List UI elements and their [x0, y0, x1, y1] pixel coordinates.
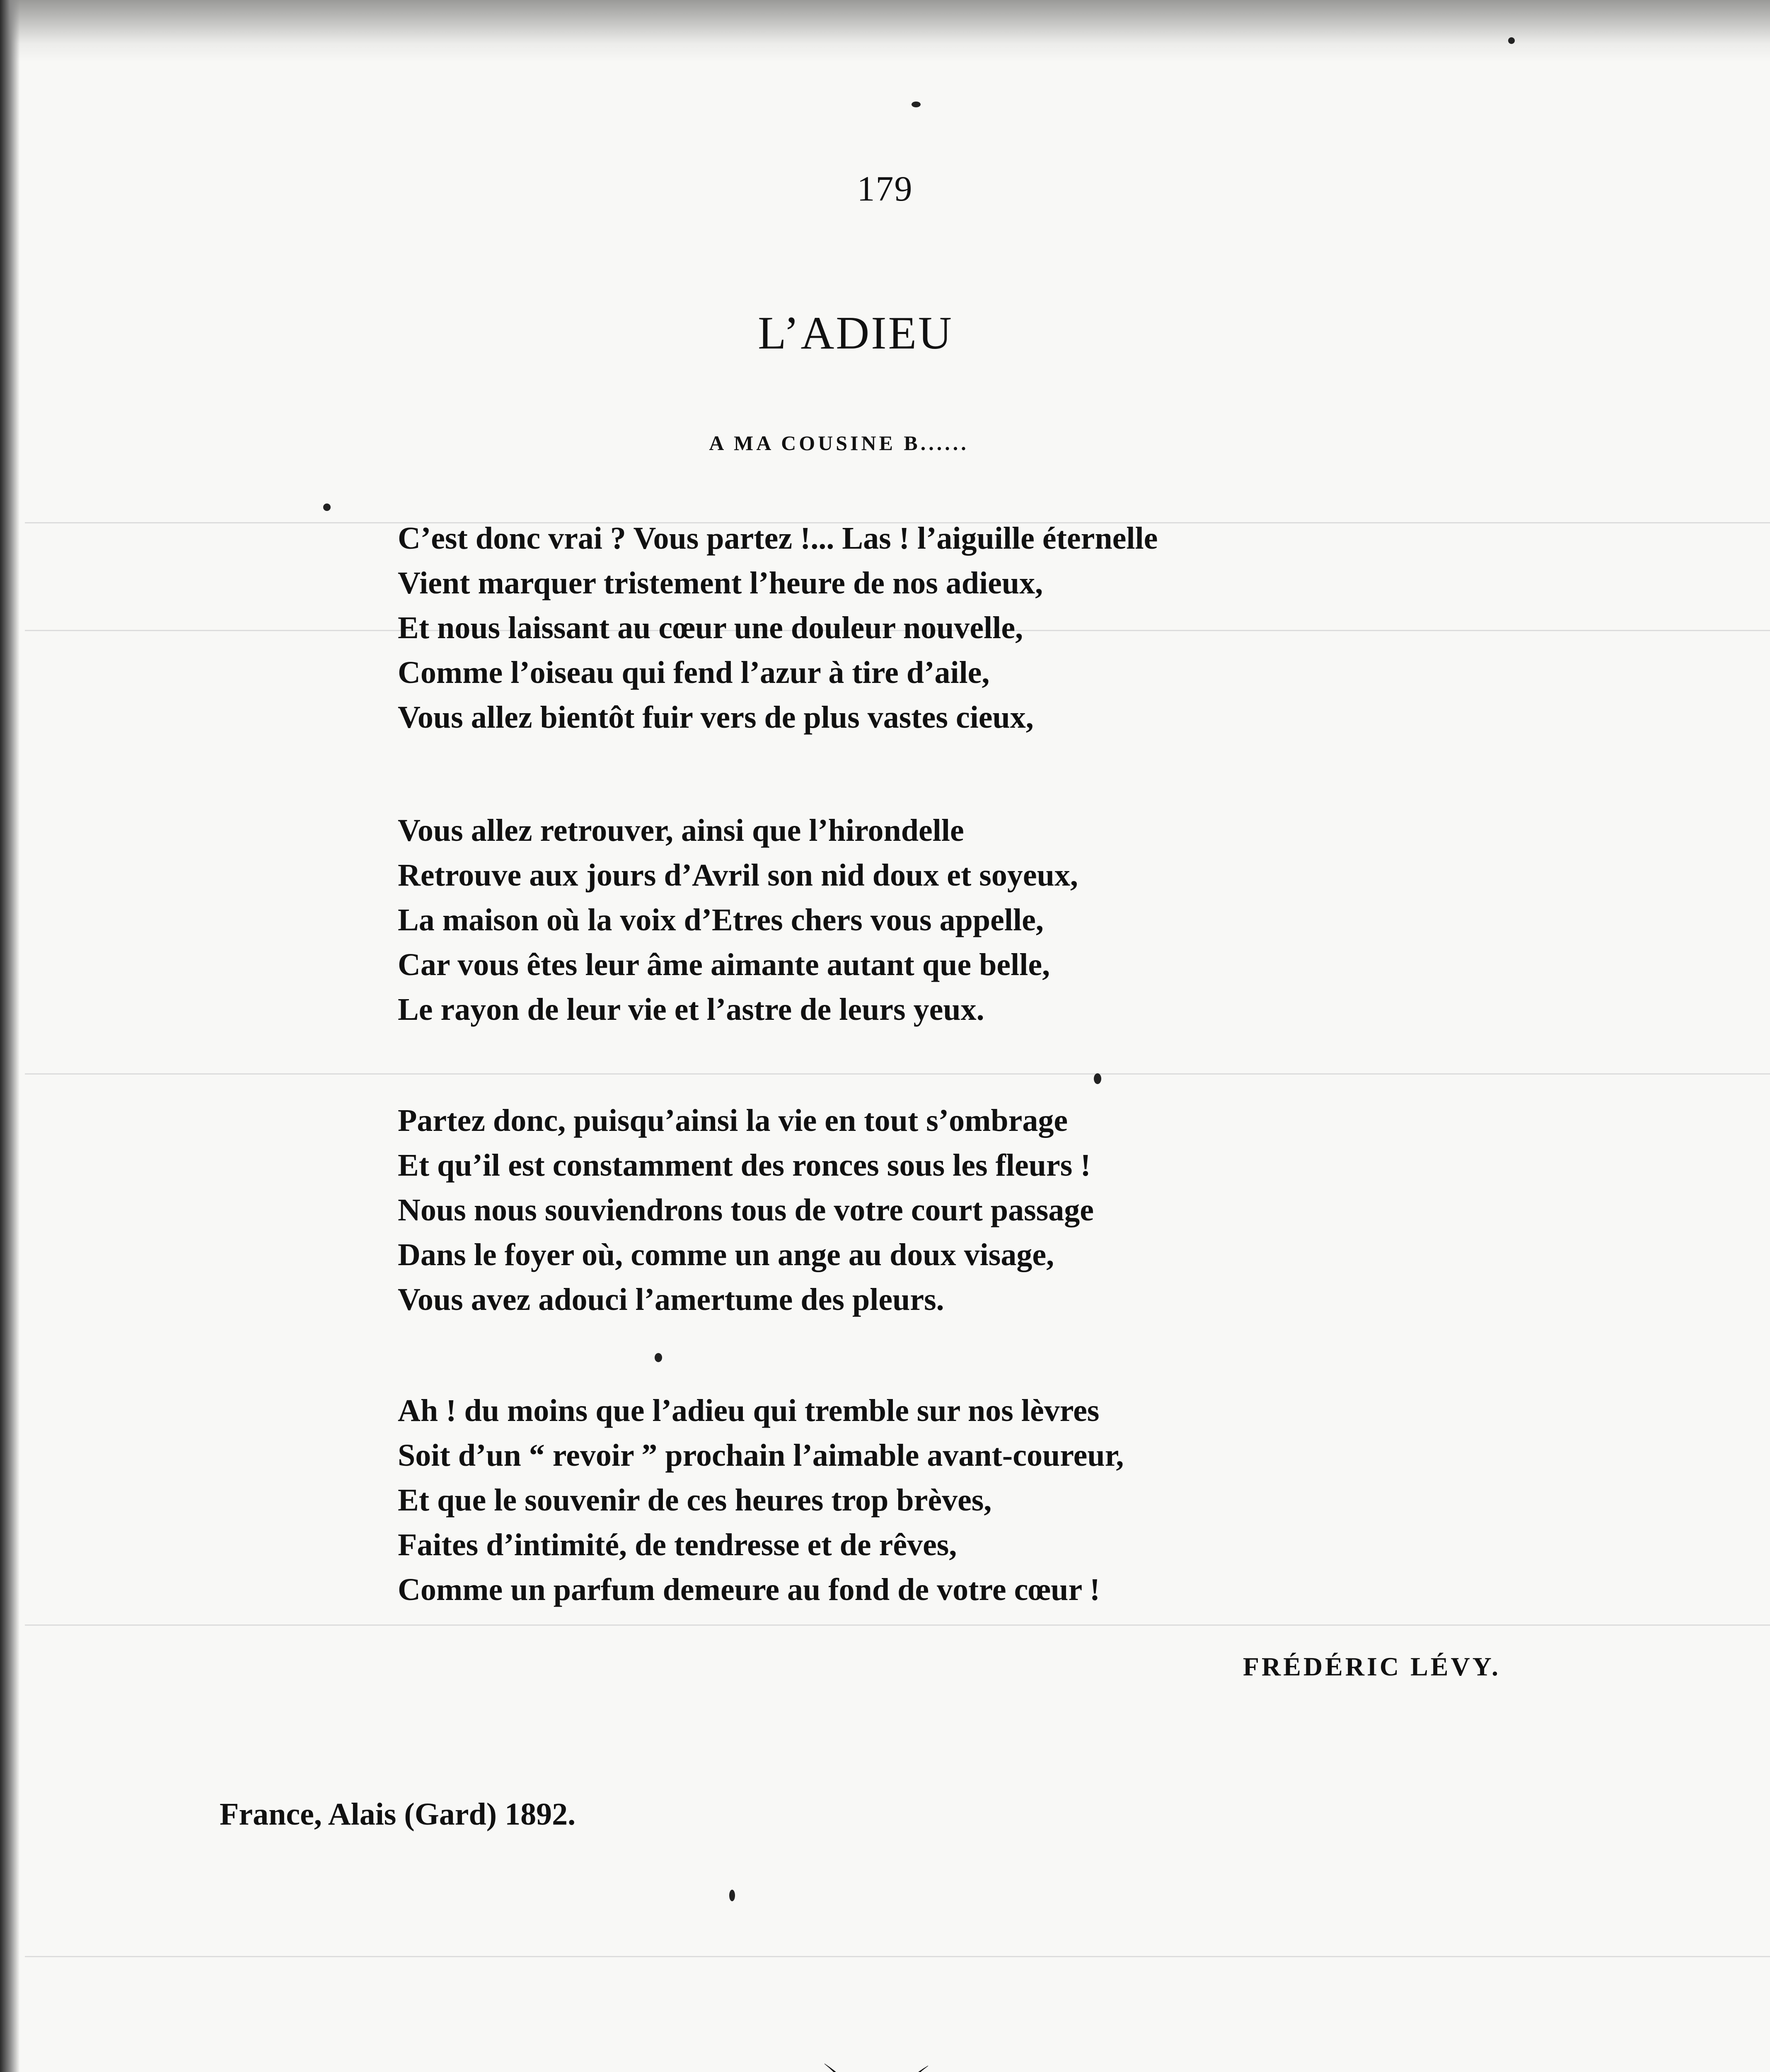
author-signature: FRÉDÉRIC LÉVY.: [1243, 1652, 1501, 1681]
verse-line: Dans le foyer où, comme un ange au doux visage,: [398, 1237, 1054, 1272]
stanza: [398, 516, 1558, 740]
stanza: [398, 1388, 1558, 1612]
verse-line: Et que le souvenir de ces heures trop brèves,: [398, 1483, 992, 1518]
place-date: France, Alais (Gard) 1892.: [220, 1797, 576, 1832]
verse-line: Vous allez retrouver, ainsi que l’hirondelle: [398, 813, 964, 848]
stanza: [398, 1098, 1558, 1322]
verse-line: Soit d’un “ revoir ” prochain l’aimable avant-coureur,: [398, 1438, 1124, 1473]
verse-line: C’est donc vrai ? Vous partez !... Las ! l’aiguille éternelle: [398, 521, 1158, 556]
verse-line: Partez donc, puisqu’ainsi la vie en tout s’ombrage: [398, 1103, 1068, 1138]
verse-line: Vous avez adouci l’amertume des pleurs.: [398, 1282, 944, 1317]
verse-line: Et nous laissant au cœur une douleur nouvelle,: [398, 610, 1023, 645]
verse-line: Retrouve aux jours d’Avril son nid doux et soyeux,: [398, 858, 1078, 893]
dust-speck: [1508, 37, 1515, 44]
verse-line: La maison où la voix d’Etres chers vous appelle,: [398, 903, 1044, 937]
verse-line: Et qu’il est constamment des ronces sous les fleurs !: [398, 1148, 1091, 1183]
verse-line: Comme un parfum demeure au fond de votre cœur !: [398, 1572, 1100, 1607]
stanza: [398, 808, 1558, 1032]
show-through-rule: [25, 1624, 1770, 1626]
verse-line: Vous allez bientôt fuir vers de plus vastes cieux,: [398, 700, 1034, 735]
verse-line: Ah ! du moins que l’adieu qui tremble sur nos lèvres: [398, 1393, 1100, 1428]
dust-speck: [655, 1353, 662, 1362]
floral-tailpiece-icon: [688, 2055, 1052, 2072]
show-through-rule: [25, 1956, 1770, 1957]
dust-speck: [912, 102, 921, 107]
poem-title: L’ADIEU: [758, 307, 953, 359]
verse-line: Le rayon de leur vie et l’astre de leurs yeux.: [398, 992, 984, 1027]
verse-line: Nous nous souviendrons tous de votre court passage: [398, 1193, 1094, 1227]
scan-top-edge: [0, 0, 1770, 62]
dust-speck: [729, 1890, 735, 1901]
poem-dedication: A MA COUSINE B......: [709, 431, 969, 455]
verse-line: Faites d’intimité, de tendresse et de rêves,: [398, 1527, 957, 1562]
show-through-rule: [25, 1073, 1770, 1075]
verse-line: Vient marquer tristement l’heure de nos adieux,: [398, 566, 1043, 600]
page-number: 179: [857, 169, 913, 208]
dust-speck: [1094, 1073, 1101, 1084]
verse-line: Car vous êtes leur âme aimante autant que belle,: [398, 947, 1050, 982]
dust-speck: [323, 503, 331, 511]
verse-line: Comme l’oiseau qui fend l’azur à tire d’aile,: [398, 655, 990, 690]
